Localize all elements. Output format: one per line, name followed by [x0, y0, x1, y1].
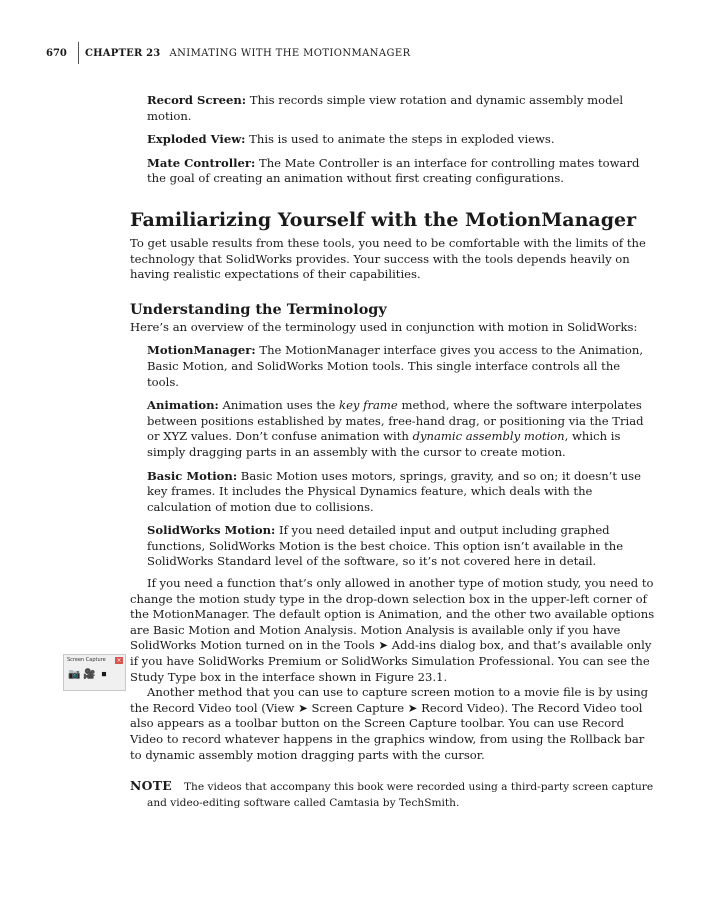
body-paragraph: Another method that you can use to capture screen motion to a movie file is by using the Record Video tool (View ➤ Screen Capture ➤ Record Video). The Record Video tool also appears as a toolbar button on the Screen Capture toolbar. You can use Record Video to record whatever happens in the graphics window, from using the Rollback bar to dynamic assembly motion dragging parts with the cursor.: [130, 685, 649, 762]
emphasis-dynamic-assembly-motion: dynamic assembly motion: [412, 429, 565, 444]
definition-mate-controller: [147, 156, 655, 187]
definition-solidworks-motion: [147, 523, 655, 570]
toolbar-title: Screen Capture: [67, 657, 106, 663]
subsection-heading: Understanding the Terminology: [130, 300, 387, 318]
definition-text: This records simple view rotation and dynamic assembly model motion.: [147, 93, 624, 123]
body-paragraph: If you need a function that’s only allowed in another type of motion study, you need to change the motion study type in the drop-down selection box in the upper-left corner of the MotionManager. The default option is Animation, and the other two available options are Basic Motion and Motion Analysis. Motion Analysis is available only if you have SolidWorks Motion turned on in the Tools ➤ Add-ins dialog box, and that’s available only if you have SolidWorks Premium or SolidWorks Simulation Professional. You can see the Study Type box in the interface shown in Figure 23.1.: [130, 576, 655, 684]
screen-capture-toolbar: [63, 654, 126, 691]
emphasis-key-frame: key frame: [339, 398, 398, 413]
definition-text: method, where the software interpolates between positions established by mates, free-hand drag, or positioning via the Triad or XYZ values. Don’t confuse animation with: [147, 398, 644, 444]
definition-record-screen: [147, 93, 655, 124]
definition-text: Animation uses the: [222, 398, 336, 413]
page-body: [130, 93, 655, 811]
running-header: [46, 42, 411, 64]
term: Animation:: [147, 398, 219, 413]
definition-text: , which is simply dragging parts in an assembly with the cursor to create motion.: [147, 429, 621, 459]
chapter-label: CHAPTER 23: [85, 47, 161, 59]
term: Basic Motion:: [147, 468, 238, 483]
term: SolidWorks Motion:: [147, 523, 276, 538]
term: Exploded View:: [147, 132, 246, 147]
chapter-title: ANIMATING WITH THE MOTIONMANAGER: [169, 47, 411, 59]
camera-icon: 📷: [68, 669, 81, 680]
close-icon: ×: [116, 657, 122, 664]
definition-text: The MotionManager interface gives you access to the Animation, Basic Motion, and SolidWorks Motion tools. This single interface controls all the tools.: [147, 343, 644, 389]
definition-basic-motion: [147, 469, 655, 516]
section-paragraph: To get usable results from these tools, you need to be comfortable with the limits of the technology that SolidWorks provides. Your success with the tools depends heavily on having realistic expectations of their capabilities.: [130, 235, 646, 282]
section-heading: Familiarizing Yourself with the MotionManager: [130, 208, 637, 231]
definition-animation: [147, 398, 655, 460]
term: Mate Controller:: [147, 155, 256, 170]
definition-exploded-view: [147, 132, 655, 148]
record-video-icon: 🎥: [83, 669, 96, 680]
subsection-intro: Here’s an overview of the terminology used in conjunction with motion in SolidWorks:: [130, 319, 638, 334]
term: Record Screen:: [147, 93, 247, 107]
stop-icon: ⏹: [101, 669, 107, 680]
page-number: 670: [46, 47, 67, 59]
header-divider: [78, 42, 79, 64]
definition-text: If you need detailed input and output including graphed functions, SolidWorks Motion is the best choice. This option isn’t available in the SolidWorks Standard level of the software, so it’s not covered here in detail.: [147, 523, 624, 569]
note-label: NOTE: [130, 778, 172, 794]
definition-text: The Mate Controller is an interface for controlling mates toward the goal of creating an animation without first creating configurations.: [147, 155, 640, 186]
definition-text: Basic Motion uses motors, springs, gravity, and so on; it doesn’t use key frames. It includes the Physical Dynamics feature, which deals with the calculation of motion due to collisions.: [147, 468, 641, 514]
note-text: The videos that accompany this book were recorded using a third-party screen capture and video-editing software called Camtasia by TechSmith.: [147, 781, 654, 809]
note: [130, 778, 655, 811]
definition-text: This is used to animate the steps in exploded views.: [249, 132, 555, 147]
definition-motionmanager: [147, 343, 655, 390]
term: MotionManager:: [147, 343, 256, 358]
